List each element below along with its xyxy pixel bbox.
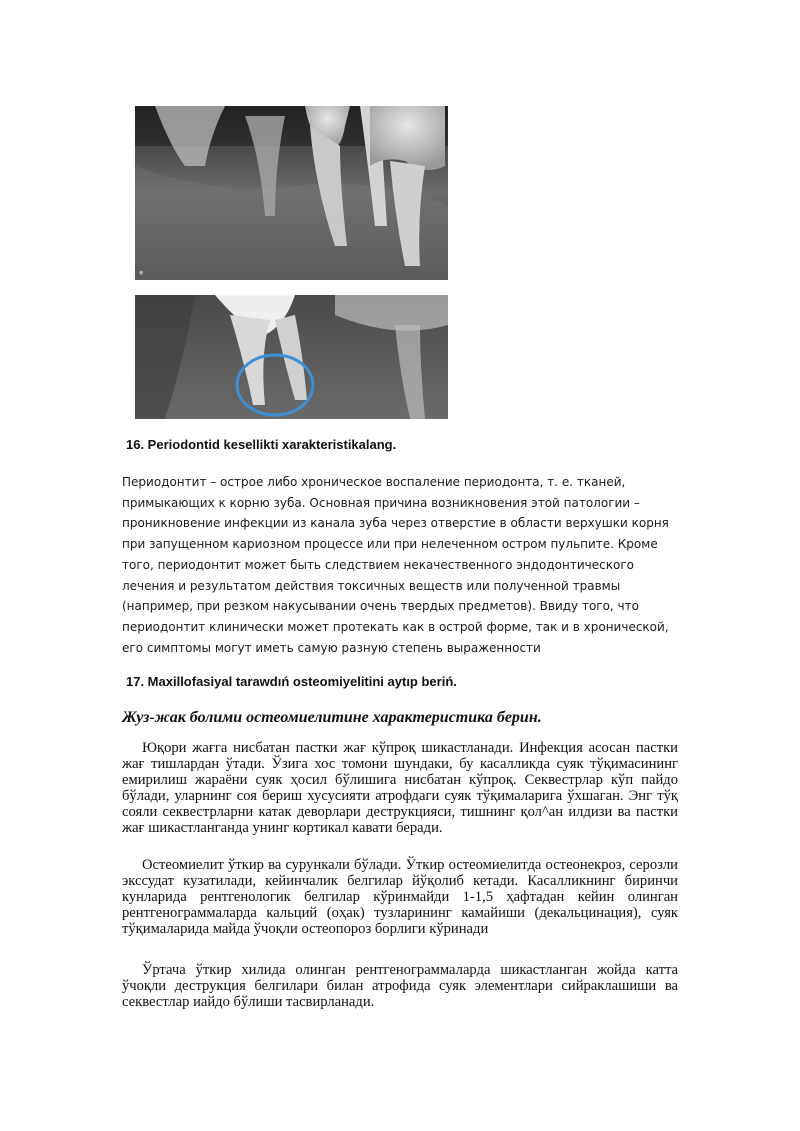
dental-xray-bottom	[135, 295, 448, 419]
periodontitis-description: Периодонтит – острое либо хроническое воспаление периодонта, т. е. тканей, примыкающих к корню зуба. Основная причина возникновения этой патологии – проникновение инфекции из канала зуба через отверстие в области верхушки корня при запущенном кариозном процессе или при нелеченном остром пульпите. Кроме того, периодонтит может быть следствием некачественного эндодонтического лечения и результатом действия токсичных веществ или полученной травмы (например, при резком накусывании очень твердых предметов). Ввиду того, что периодонтит клинически может протекать как в острой форме, так и в хронической, его симптомы могут иметь самую разную степень выраженности	[122, 475, 669, 655]
osteomyelitis-paragraph-1: Юқори жағга нисбатан пастки жағ кўпроқ шикастланади. Инфекция асосан пастки жағ тишлардан ўтади. Ўзига хос томони шундаки, бу касалликда суяк тўқимасининг емирилиш жараёни суяк ҳосил бўлишига нисбатан кўпроқ. Секвестрлар кўп пайдо бўлади, уларнинг соя бериш хусусияти атрофдаги суяк тўқималарига ўхшаган. Энг тўқ сояли секвестрларни катак деворлари деструкцияси, тишнинг қол^ан илдизи ва пастки жағ шикастланганда унинг кортикал кавати беради.	[122, 740, 678, 837]
dental-xray-top	[135, 106, 448, 280]
xray-lesion-image	[135, 295, 448, 419]
question-17-title: 17. Maxillofasiyal tarawdıń osteomiyelitini aytıp beriń.	[126, 674, 457, 689]
osteomyelitis-paragraph-3: Ўртача ўткир хилида олинган рентгенограммаларда шикастланган жойда катта ўчоқли деструкция белгилари билан атрофида суяк элементлари сийраклашиши ва секвестлар иайдо бўлиши тасвирланади.	[122, 962, 678, 1011]
osteomyelitis-subtitle: Жуз-жак болими остеомиелитине характеристика берин.	[122, 709, 542, 726]
question-16-title: 16. Periodontid kesellikti xarakteristikalang.	[126, 437, 397, 452]
osteomyelitis-paragraph-2: Остеомиелит ўткир ва сурункали бўлади. Ўткир остеомиелитда остеонекроз, серозли экссудат кузатилади, кейинчалик белгилар йўқолиб кетади. Касалликнинг биринчи кунларида рентгенологик белгилар кўринмайди 1-1,5 ҳафтадан кейин олинган рентгенограммаларда кальций (оҳак) тузларининг камайиши (декальцинация), суяк тўқималарида майда ўчоқли остеопороз борлиги кўринади	[122, 857, 678, 938]
xray-molar-image	[135, 106, 448, 280]
svg-text:●: ●	[139, 270, 144, 276]
